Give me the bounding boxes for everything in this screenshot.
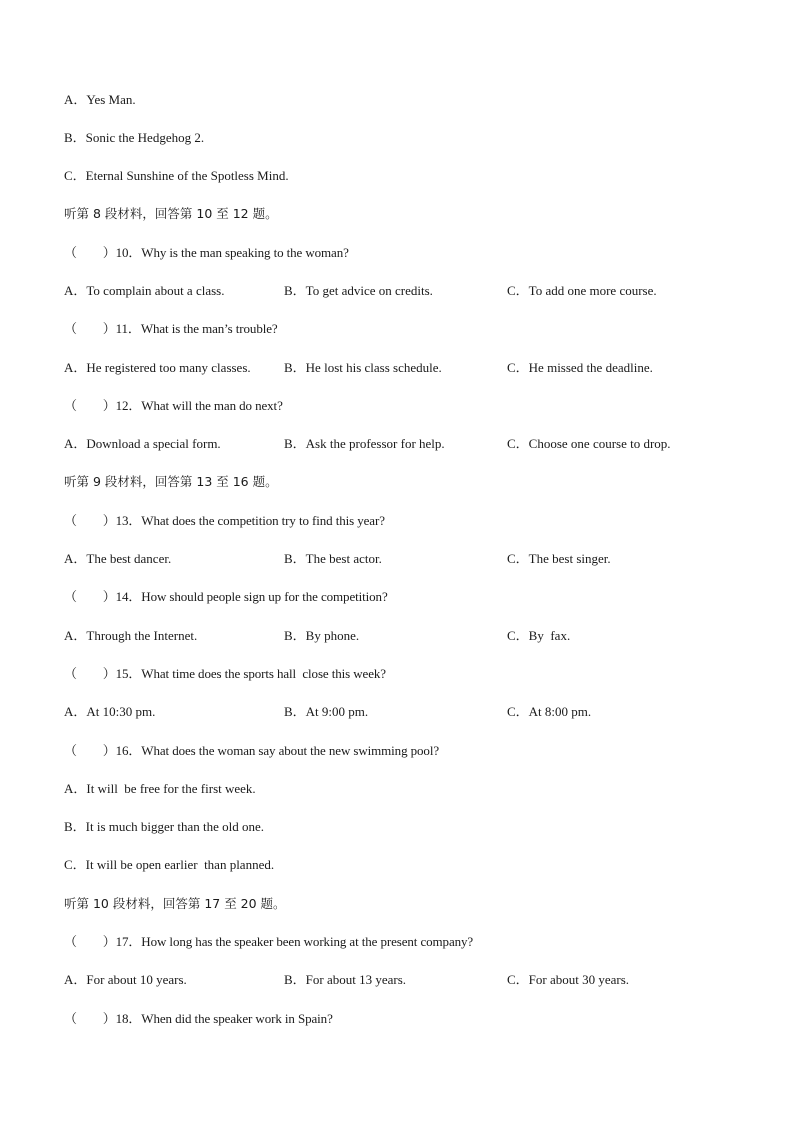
option-a: A．Through the Internet. xyxy=(64,628,198,643)
option-a: A．It will be free for the first week. xyxy=(64,781,256,796)
option-a: A．At 10:30 pm. xyxy=(64,704,156,719)
option-c: C．At 8:00 pm. xyxy=(507,704,592,719)
options-row-12 xyxy=(64,436,744,452)
question-18: （ ）18．When did the speaker work in Spain? xyxy=(64,1011,333,1026)
option-b: B．By phone. xyxy=(284,628,360,643)
option-c: C．By fax. xyxy=(507,628,571,643)
question-14: （ ）14．How should people sign up for the competition? xyxy=(64,589,388,604)
option-c: C．The best singer. xyxy=(507,551,611,566)
option-c-prev: C．Eternal Sunshine of the Spotless Mind. xyxy=(64,168,289,183)
options-row-14 xyxy=(64,628,744,644)
option-b: B．The best actor. xyxy=(284,551,382,566)
option-a: A．Download a special form. xyxy=(64,436,221,451)
option-b: B．Ask the professor for help. xyxy=(284,436,445,451)
options-row-15 xyxy=(64,704,744,720)
question-13: （ ）13．What does the competition try to find this year? xyxy=(64,513,385,528)
option-b: B．It is much bigger than the old one. xyxy=(64,819,265,834)
option-a: A．The best dancer. xyxy=(64,551,172,566)
options-row-11 xyxy=(64,360,744,376)
options-row-10 xyxy=(64,283,744,299)
section-heading-9: 听第 9 段材料，回答第 13 至 16 题。 xyxy=(64,474,278,489)
option-c: C．Choose one course to drop. xyxy=(507,436,671,451)
question-17: （ ）17．How long has the speaker been working at the present company? xyxy=(64,934,474,949)
option-b: B．To get advice on credits. xyxy=(284,283,433,298)
option-c: C．To add one more course. xyxy=(507,283,657,298)
question-10: （ ）10．Why is the man speaking to the woman? xyxy=(64,245,349,260)
option-b: B．He lost his class schedule. xyxy=(284,360,442,375)
option-a: A．To complain about a class. xyxy=(64,283,225,298)
option-a: A．For about 10 years. xyxy=(64,972,187,987)
section-heading-8: 听第 8 段材料，回答第 10 至 12 题。 xyxy=(64,206,278,221)
option-c: C．It will be open earlier than planned. xyxy=(64,857,275,872)
options-row-13 xyxy=(64,551,744,567)
question-15: （ ）15．What time does the sports hall close this week? xyxy=(64,666,386,681)
option-a-prev: A．Yes Man. xyxy=(64,92,136,107)
question-16: （ ）16．What does the woman say about the new swimming pool? xyxy=(64,743,440,758)
option-b: B．At 9:00 pm. xyxy=(284,704,369,719)
option-c: C．For about 30 years. xyxy=(507,972,630,987)
question-11: （ ）11．What is the man’s trouble? xyxy=(64,321,278,336)
options-row-17 xyxy=(64,972,744,988)
section-heading-10: 听第 10 段材料，回答第 17 至 20 题。 xyxy=(64,896,286,911)
option-a: A．He registered too many classes. xyxy=(64,360,251,375)
option-b: B．For about 13 years. xyxy=(284,972,407,987)
option-c: C．He missed the deadline. xyxy=(507,360,653,375)
option-b-prev: B．Sonic the Hedgehog 2. xyxy=(64,130,205,145)
question-12: （ ）12．What will the man do next? xyxy=(64,398,283,413)
